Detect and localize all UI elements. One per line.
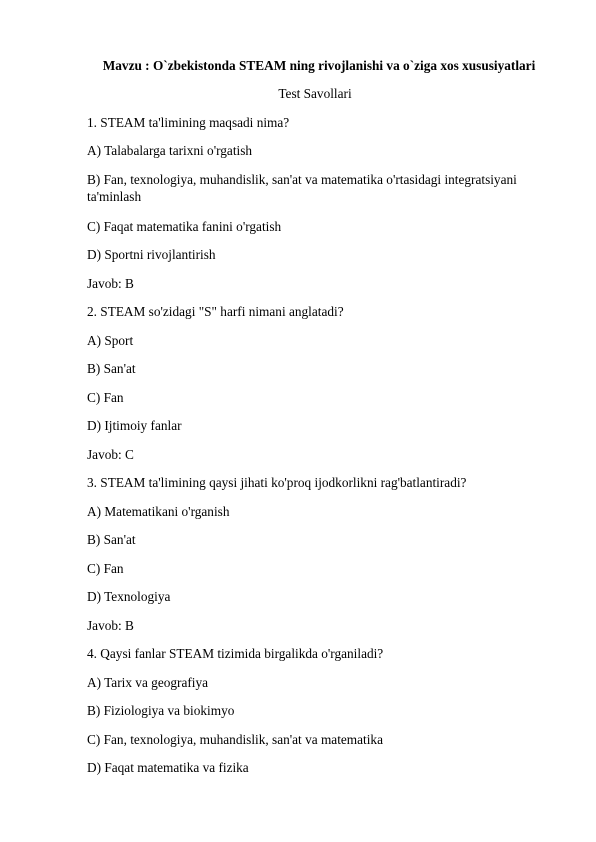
question-4-text: 4. Qaysi fanlar STEAM tizimida birgalikda o'rganiladi? [87,646,384,661]
question-3-answer: Javob: B [87,618,134,633]
question-1-option-a: A) Talabalarga tarixni o'rgatish [87,143,253,158]
question-1-text: 1. STEAM ta'limining maqsadi nima? [87,115,290,130]
question-1-answer: Javob: B [87,276,134,291]
question-2-option-d: D) Ijtimoiy fanlar [87,418,182,433]
question-3-option-c: C) Fan [87,561,124,576]
question-2-option-b: B) San'at [87,361,136,376]
question-4-option-d: D) Faqat matematika va fizika [87,760,249,775]
document-subtitle: Test Savollari [278,86,352,101]
question-3-option-b: B) San'at [87,532,136,547]
document-title: Mavzu : O`zbekistonda STEAM ning rivojlanishi va o`ziga xos xususiyatlari [102,58,536,73]
question-2-answer: Javob: C [87,447,134,462]
question-2-option-c: C) Fan [87,390,124,405]
question-4-option-b: B) Fiziologiya va biokimyo [87,703,235,718]
question-3-option-d: D) Texnologiya [87,589,171,604]
question-3-text: 3. STEAM ta'limining qaysi jihati ko'proq ijodkorlikni rag'batlantiradi? [87,475,467,490]
question-1-option-d: D) Sportni rivojlantirish [87,247,216,262]
question-2-option-a: A) Sport [87,333,134,348]
question-4-option-c: C) Fan, texnologiya, muhandislik, san'at va matematika [87,732,383,747]
question-1-option-c: C) Faqat matematika fanini o'rgatish [87,219,282,234]
question-2-text: 2. STEAM so'zidagi "S" harfi nimani anglatadi? [87,304,344,319]
question-1-option-b: B) Fan, texnologiya, muhandislik, san'at va matematika o'rtasidagi integratsiyani ta'minlash [87,172,517,204]
question-4-option-a: A) Tarix va geografiya [87,675,209,690]
question-3-option-a: A) Matematikani o'rganish [87,504,230,519]
